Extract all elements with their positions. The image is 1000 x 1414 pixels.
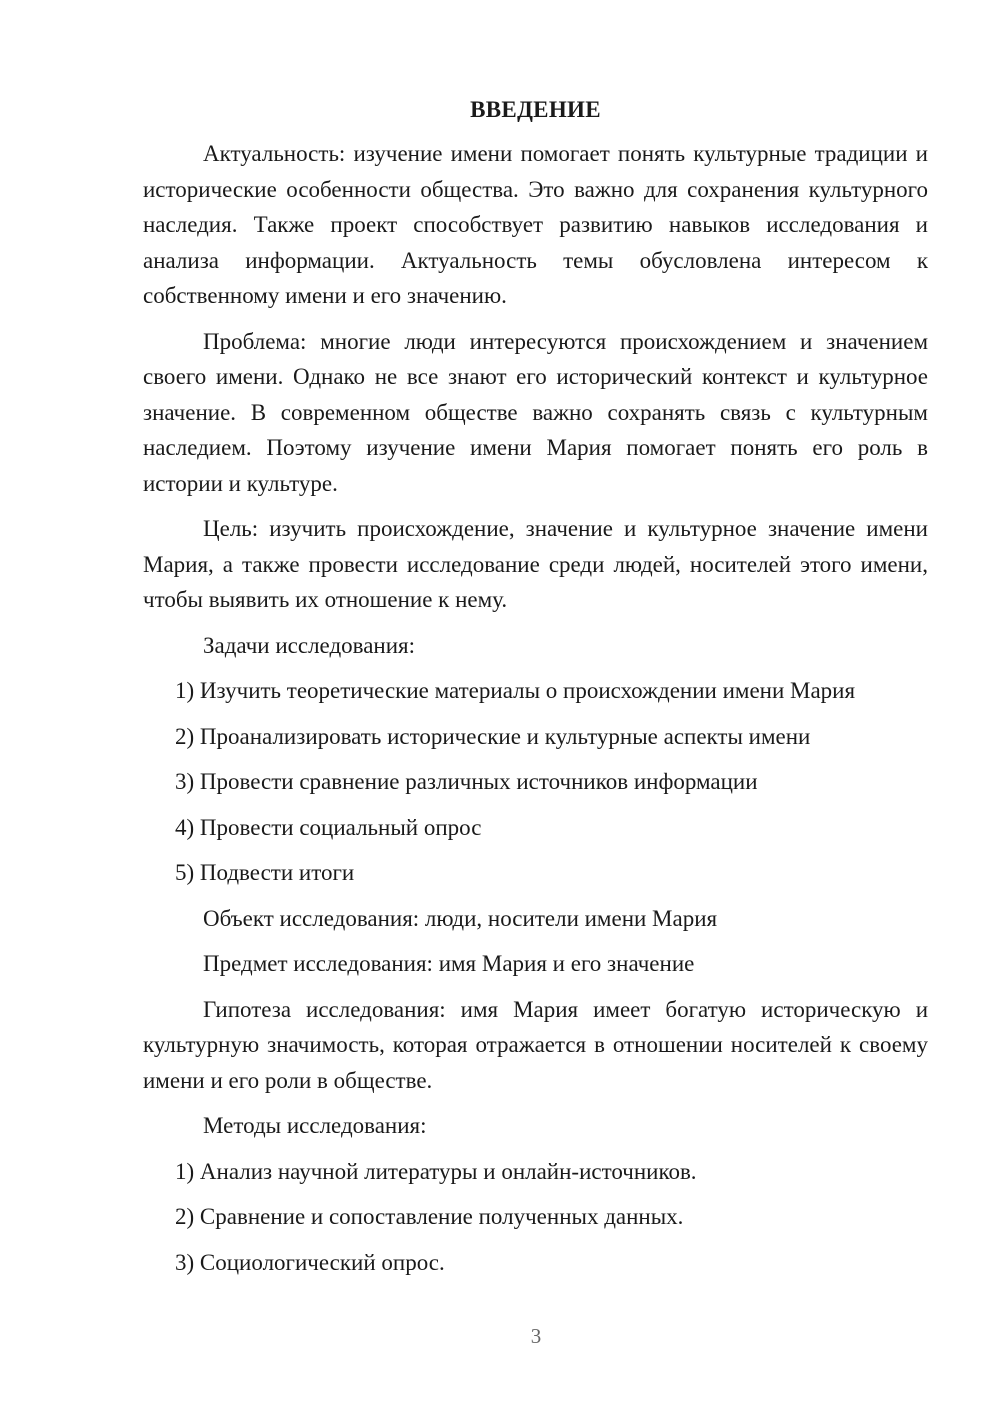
tasks-heading: Задачи исследования: <box>203 632 416 658</box>
list-item: 2) Проанализировать исторические и культурные аспекты имени <box>175 723 811 749</box>
list-item: 1) Изучить теоретические материалы о происхождении имени Мария <box>175 678 856 703</box>
list-item: 1) Анализ научной литературы и онлайн-источников. <box>175 1158 697 1184</box>
hypothesis-paragraph: Гипотеза исследования: имя Мария имеет богатую историческую и культурную значимость, которая отражается в отношении носителей к своему имени и его роли в обществе. <box>143 996 928 1093</box>
methods-heading: Методы исследования: <box>203 1113 427 1138</box>
section-title: ВВЕДЕНИЕ <box>470 97 601 122</box>
subject-line: Предмет исследования: имя Мария и его значение <box>203 951 695 976</box>
page-number: 3 <box>530 1324 542 1348</box>
list-item: 2) Сравнение и сопоставление полученных данных. <box>175 1204 684 1229</box>
object-line: Объект исследования: люди, носители имени Мария <box>203 905 718 931</box>
methods-list <box>143 1144 928 1281</box>
list-item: 5) Подвести итоги <box>175 860 355 885</box>
list-item: 4) Провести социальный опрос <box>175 814 482 840</box>
relevance-paragraph: Актуальность: изучение имени помогает понять культурные традиции и исторические особенности общества. Это важно для сохранения культурного наследия. Также проект способствует развитию навыков исследования и анализа информации. Актуальность темы обусловлена интересом к собственному имени и его значению. <box>143 141 928 308</box>
problem-paragraph: Проблема: многие люди интересуются происхождением и значением своего имени. Однако не все знают его исторический контекст и культурное значение. В современном обществе важно сохранять связь с культурным наследием. Поэтому изучение имени Мария помогает понять его роль в истории и культуре. <box>143 328 928 496</box>
document-page <box>143 92 928 1280</box>
list-item: 3) Социологический опрос. <box>175 1249 445 1275</box>
list-item: 3) Провести сравнение различных источников информации <box>175 769 758 794</box>
tasks-list <box>143 663 928 891</box>
goal-paragraph: Цель: изучить происхождение, значение и культурное значение имени Мария, а также провести исследование среди людей, носителей этого имени, чтобы выявить их отношение к нему. <box>143 516 928 612</box>
